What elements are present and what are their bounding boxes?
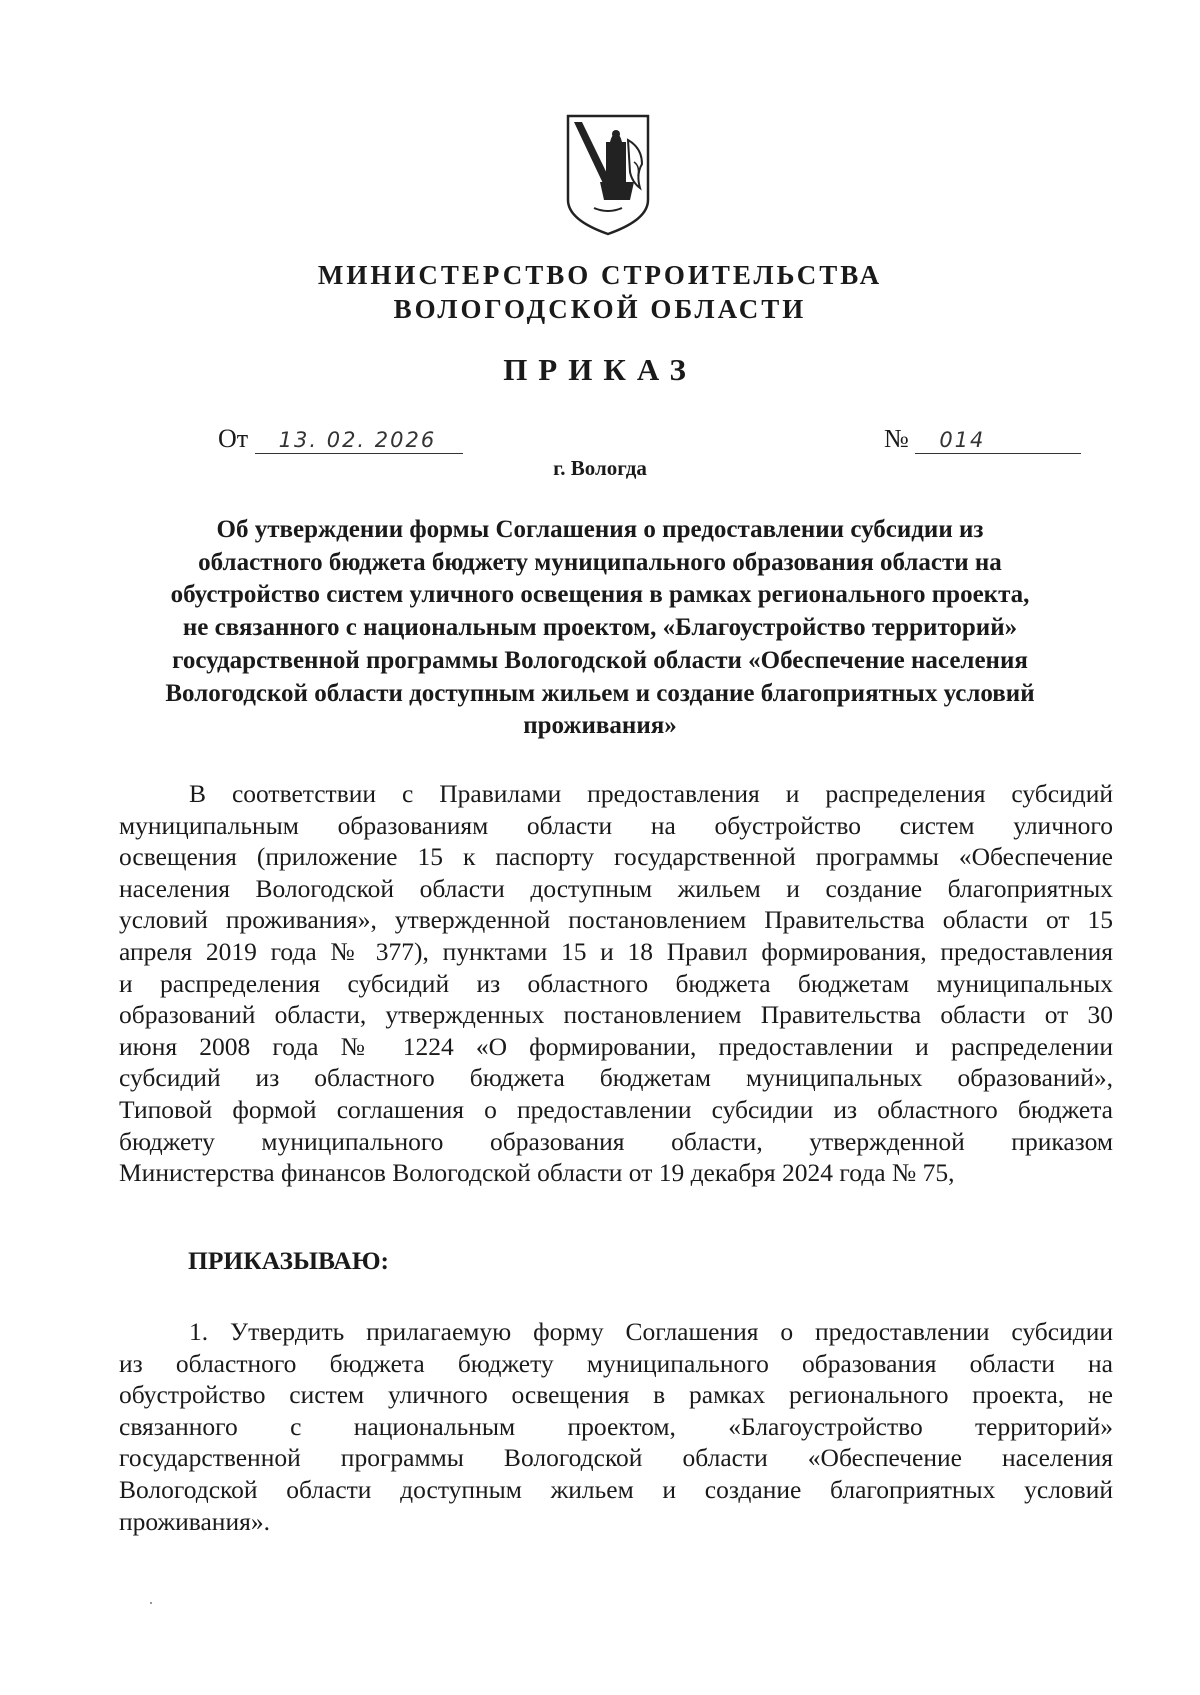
preamble-line: бюджету муниципального образования области, утвержденной приказом	[119, 1126, 1113, 1156]
number-value: 014	[915, 427, 1081, 454]
preamble-line: освещения (приложение 15 к паспорту государственной программы «Обеспечение	[119, 842, 1113, 872]
preamble-line: июня 2008 года № 1224 «О формировании, предоставлении и распределении	[119, 1031, 1113, 1061]
item-line: обустройство систем уличного освещения в рамках регионального проекта, не	[119, 1380, 1113, 1410]
item-line: 1. Утвердить прилагаемую форму Соглашения о предоставлении субсидии	[189, 1317, 1113, 1346]
subject-line: Об утверждении формы Соглашения о предоставлении субсидии из	[216, 516, 984, 543]
scan-speck	[150, 1602, 152, 1604]
ministry-name	[200, 258, 1000, 326]
item-line: Вологодской области доступным жильем и создание благоприятных условий	[119, 1474, 1113, 1504]
preamble-line: и распределения субсидий из областного бюджета бюджетам муниципальных	[119, 968, 1113, 998]
preamble-line: апреля 2019 года № 377), пунктами 15 и 18 Правил формирования, предоставления	[119, 936, 1113, 966]
subject-line: государственной программы Вологодской области «Обеспечение населения	[172, 646, 1028, 674]
preamble-line: образований области, утвержденных постановлением Правительства области от 30	[119, 1000, 1113, 1030]
number-field	[884, 424, 1081, 454]
subject-line: обустройство систем уличного освещения в рамках регионального проекта,	[170, 581, 1030, 609]
item-line: из областного бюджета бюджету муниципального образования области на	[119, 1348, 1113, 1378]
date-field	[218, 424, 463, 454]
preamble-line: населения Вологодской области доступным жильем и создание благоприятных	[119, 873, 1113, 903]
order-item-1	[119, 1316, 1113, 1537]
preamble-line: В соответствии с Правилами предоставления и распределения субсидий	[189, 779, 1113, 808]
item-line: связанного с национальным проектом, «Благоустройство территорий»	[119, 1411, 1113, 1441]
date-value: 13. 02. 2026	[255, 427, 463, 454]
subject-line: областного бюджета бюджету муниципального образования области на	[198, 548, 1002, 576]
preamble-line: муниципальным образованиям области на обустройство систем уличного	[119, 810, 1113, 840]
preamble-line: условий проживания», утвержденной постановлением Правительства области от 15	[119, 905, 1113, 935]
document-type: ПРИКАЗ	[503, 352, 697, 387]
document-subject	[110, 514, 1090, 743]
preamble-line: субсидий из областного бюджета бюджетам муниципальных образований»,	[119, 1063, 1113, 1093]
subject-line: проживания»	[523, 712, 677, 740]
subject-line: не связанного с национальным проектом, «Благоустройство территорий»	[182, 614, 1018, 642]
item-line: проживания».	[119, 1506, 270, 1536]
ministry-line-2: ВОЛОГОДСКОЙ ОБЛАСТИ	[393, 294, 807, 324]
vologda-coat-of-arms-icon	[564, 112, 652, 238]
orders-heading: ПРИКАЗЫВАЮ:	[188, 1246, 390, 1275]
preamble-paragraph	[119, 778, 1113, 1189]
date-label: От	[218, 424, 249, 453]
ministry-line-1: МИНИСТЕРСТВО СТРОИТЕЛЬСТВА	[317, 260, 883, 290]
preamble-line: Типовой формой соглашения о предоставлении субсидии из областного бюджета	[119, 1094, 1113, 1124]
subject-line: Вологодской области доступным жильем и создание благоприятных условий	[165, 679, 1035, 707]
item-line: государственной программы Вологодской области «Обеспечение населения	[119, 1443, 1113, 1473]
preamble-line: Министерства финансов Вологодской области от 19 декабря 2024 года № 75,	[119, 1158, 955, 1188]
city: г. Вологда	[553, 456, 647, 480]
number-label: №	[884, 424, 909, 453]
